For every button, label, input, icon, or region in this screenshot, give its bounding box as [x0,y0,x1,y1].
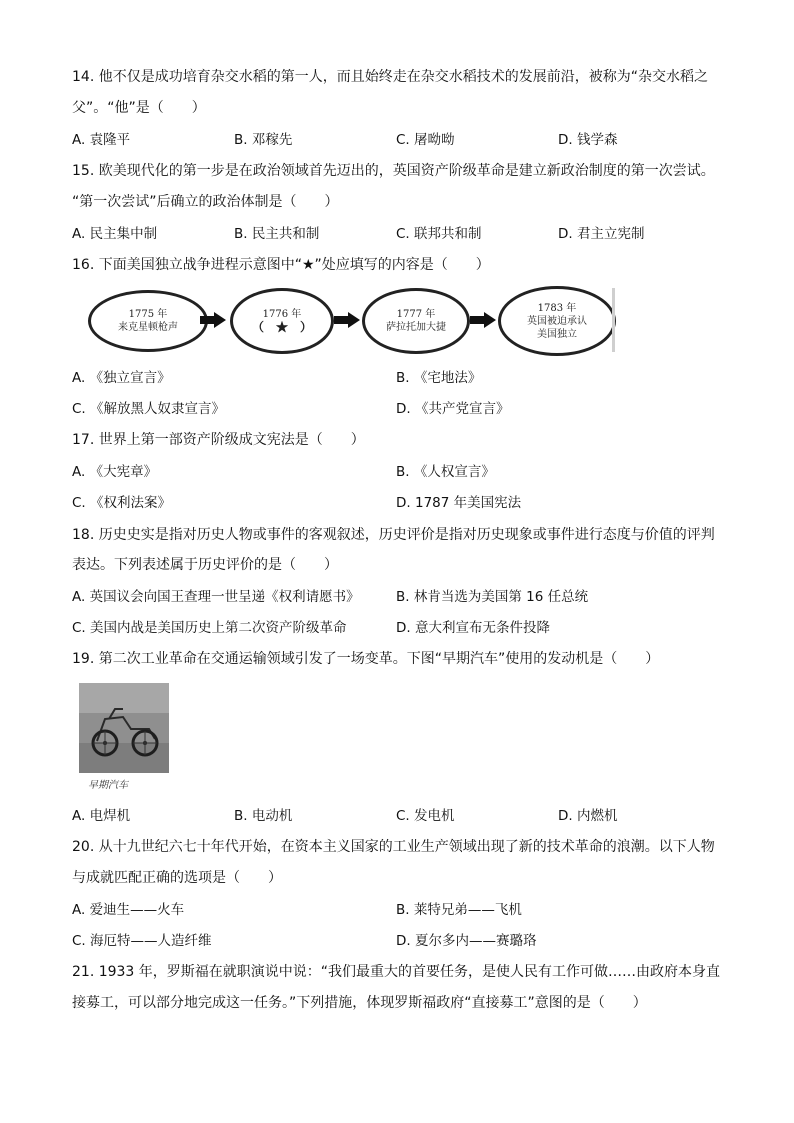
q16-option-c: C. 《解放黑人奴隶宣言》 [72,401,226,417]
flow-node-1783 [498,286,616,356]
q20-option-a: A. 爱迪生——火车 [72,902,185,918]
q18-option-b: B. 林肯当选为美国第 16 任总统 [396,589,589,605]
q15-option-b: B. 民主共和制 [234,226,320,242]
independence-war-flow-diagram [88,288,620,354]
flow-node-1783-text: 英国被迫承认 [527,315,587,327]
flow-node-1776-text: （ ★ ） [251,320,312,334]
diagram-edge-shadow [612,288,615,352]
q15-option-c: C. 联邦共和制 [396,226,482,242]
q20-option-b: B. 莱特兄弟——飞机 [396,902,522,918]
q14-option-b: B. 邓稼先 [234,132,293,148]
q15-option-a: A. 民主集中制 [72,226,158,242]
flow-node-1775-text: 来克星顿枪声 [118,322,178,333]
photo-caption: 早期汽车 [88,780,128,791]
q15-stem-line2: “第一次尝试”后确立的政治体制是（ ） [72,194,339,210]
flow-node-1775-year: 1775 年 [128,309,168,320]
flow-node-1783-text2: 美国独立 [537,328,577,340]
q19-option-a: A. 电焊机 [72,808,131,824]
q19-option-d: D. 内燃机 [558,808,618,824]
flow-node-1776 [230,288,334,354]
q20-option-c: C. 海厄特——人造纤维 [72,933,212,949]
q18-option-d: D. 意大利宣布无条件投降 [396,620,550,636]
q19-option-c: C. 发电机 [396,808,455,824]
q18-stem-line1: 18. 历史史实是指对历史人物或事件的客观叙述，历史评价是指对历史现象或事件进行态度与价值的评判 [72,527,715,543]
flow-node-1777-year: 1777 年 [396,309,436,320]
q20-stem-line2: 与成就匹配正确的选项是（ ） [72,870,282,886]
q20-stem-line1: 20. 从十九世纪六七十年代开始，在资本主义国家的工业生产领域出现了新的技术革命的浪潮。以下人物 [72,839,715,855]
q18-option-c: C. 美国内战是美国历史上第二次资产阶级革命 [72,620,347,636]
q18-option-a: A. 英国议会向国王查理一世呈递《权利请愿书》 [72,589,360,605]
arrow-right-icon [200,312,226,328]
car-illustration [79,683,169,773]
q16-option-d: D. 《共产党宣言》 [396,401,510,417]
q17-option-b: B. 《人权宣言》 [396,464,495,480]
q15-option-d: D. 君主立宪制 [558,226,645,242]
q14-option-d: D. 钱学森 [558,132,618,148]
q21-stem-line1: 21. 1933 年，罗斯福在就职演说中说：“我们最重大的首要任务，是使人民有工作可做……由政府本身直 [72,964,721,980]
q18-stem-line2: 表达。下列表述属于历史评价的是（ ） [72,557,338,573]
flow-node-1777-text: 萨拉托加大捷 [386,322,446,333]
q16-stem-line1: 16. 下面美国独立战争进程示意图中“★”处应填写的内容是（ ） [72,257,490,273]
flow-node-1776-year: 1776 年 [262,309,302,320]
q17-option-a: A. 《大宪章》 [72,464,158,480]
q14-option-c: C. 屠呦呦 [396,132,455,148]
q19-stem-line1: 19. 第二次工业革命在交通运输领域引发了一场变革。下图“早期汽车”使用的发动机是（ ） [72,651,660,667]
q15-stem-line1: 15. 欧美现代化的第一步是在政治领域首先迈出的，英国资产阶级革命是建立新政治制度的第一次尝试。 [72,163,715,179]
arrow-right-icon [334,312,360,328]
q21-stem-line2: 接募工，可以部分地完成这一任务。”下列措施，体现罗斯福政府“直接募工”意图的是（ ） [72,995,647,1011]
q17-stem-line1: 17. 世界上第一部资产阶级成文宪法是（ ） [72,432,365,448]
flow-node-1777 [362,288,470,354]
arrow-right-icon [470,312,496,328]
q19-option-b: B. 电动机 [234,808,293,824]
q14-stem-line2: 父”。“他”是（ ） [72,100,206,116]
q20-option-d: D. 夏尔多内——赛璐珞 [396,933,537,949]
flow-node-1775 [88,290,208,352]
q17-option-d: D. 1787 年美国宪法 [396,495,522,511]
q17-option-c: C. 《权利法案》 [72,495,172,511]
q14-option-a: A. 袁隆平 [72,132,131,148]
q16-option-a: A. 《独立宣言》 [72,370,171,386]
flow-node-1783-year: 1783 年 [537,302,577,314]
q14-stem-line1: 14. 他不仅是成功培育杂交水稻的第一人，而且始终走在杂交水稻技术的发展前沿，被称为“杂交水稻之 [72,69,708,85]
q16-option-b: B. 《宅地法》 [396,370,482,386]
early-automobile-photo [79,683,169,773]
